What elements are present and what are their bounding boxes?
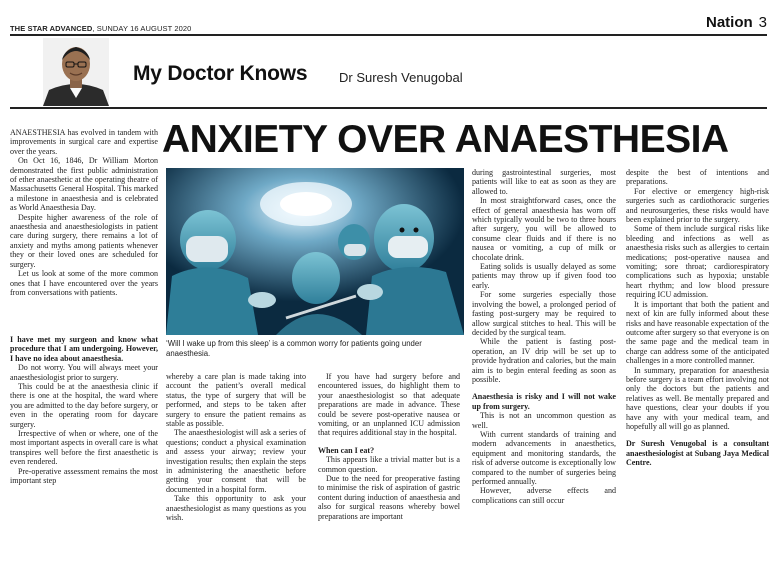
- paragraph: This appears like a trivial matter but is a common question.: [318, 455, 460, 474]
- paragraph: Let us look at some of the more common ones that I have encountered over the years from conversations with patients.: [10, 269, 158, 297]
- paragraph: For elective or emergency high-risk surgeries such as cardiothoracic surgeries and neurosurgeries, these risks would have been explained prior to the surgery.: [626, 186, 769, 225]
- section-label: [706, 14, 767, 31]
- paragraph: Irrespective of when or where, one of the most important aspects in overall care is what transpires well before the first anaesthetic is even rendered.: [10, 429, 158, 467]
- column-title: My Doctor Knows: [133, 62, 308, 85]
- paragraph: ANAESTHESIA has evolved in tandem with improvements in surgical care and expertise over the years.: [10, 128, 158, 156]
- column-2: [166, 372, 306, 523]
- headline: ANXIETY OVER ANAESTHESIA: [162, 118, 729, 161]
- page-number: 3: [758, 14, 767, 31]
- paragraph: In most straightforward cases, once the effect of general anaesthesia has worn off which typically would be two to three hours after surgery, you will be allowed to consume clear fluids and if there is no nausea or vomiting, a cup of milk or chocolate drink.: [472, 196, 616, 262]
- column-3: [318, 372, 460, 521]
- section-name: Nation: [705, 14, 753, 31]
- paragraph: despite the best of intentions and preparations.: [626, 168, 769, 187]
- author-byline: Dr Suresh Venugobal is a consultant anaesthesiologist at Subang Jaya Medical Centre.: [626, 439, 769, 468]
- top-rule: [10, 34, 767, 36]
- paragraph: However, adverse effects and complications can still occur: [472, 486, 616, 505]
- paragraph: Due to the need for preoperative fasting to minimise the risk of aspiration of gastric content during induction of anaesthesia and also for surgical reasons whereby bowel preparations are important: [318, 474, 460, 521]
- subheading: When can I eat?: [318, 445, 375, 455]
- paragraph: Despite higher awareness of the role of anaesthesia and anaesthesiologists in patient care during surgery, there remains a lot of anxiety and myths among patients whenever they or their loved ones are scheduled for surgery.: [10, 212, 158, 269]
- column-5: [626, 168, 769, 468]
- surgeons-photo-icon: [166, 168, 464, 335]
- paragraph: While the patient is fasting post-operation, an IV drip will be set up to provide hydration and calories, but the main aim is to begin enteral feeding as soon as possible.: [472, 337, 616, 384]
- paragraph: Take this opportunity to ask your anaesthesiologist as many questions as you wish.: [166, 494, 306, 523]
- paragraph: This is not an uncommon question as well.: [472, 411, 616, 430]
- paragraph: On Oct 16, 1846, Dr William Morton demonstrated the first public administration of ether anaesthetic at the operating theatre of Massachusetts General Hospital. This marked a milestone in anaesthesia and is celebrated as World Anaesthesia Day.: [10, 156, 158, 213]
- paragraph: Do not worry. You will always meet your anaesthesiologist prior to surgery.: [10, 363, 158, 382]
- column-1-lower: [10, 335, 158, 486]
- paragraph: during gastrointestinal surgeries, most patients will like to eat as soon as they are allowed to.: [472, 168, 616, 196]
- paragraph: For some surgeries especially those involving the bowel, a prolonged period of fasting post-surgery may be required to allow surgical stitches to heal. This will be decided by the surgical team.: [472, 290, 616, 337]
- header-rule: [10, 107, 767, 109]
- subheading: I have met my surgeon and know what procedure that I am undergoing. However, I have no idea about anaesthesia.: [10, 335, 158, 363]
- paper-name: THE STAR ADVANCED: [10, 24, 93, 33]
- issue-date: , SUNDAY 16 AUGUST 2020: [92, 24, 192, 33]
- paragraph: If you have had surgery before and encountered issues, do highlight them to your anaesthesiologist so that adequate preparations are made in advance. These could be severe post-operative nausea or vomiting, or an unplanned ICU admission that requires additional stay in the hospital.: [318, 372, 460, 438]
- paragraph: In summary, preparation for anaesthesia before surgery is a team effort involving not only the doctors but the patients and relatives as well. Be mentally prepared and have questions, clear your doubts if you have any with your medical team, and hopefully all will go as planned.: [626, 365, 769, 431]
- masthead-line: [10, 24, 191, 33]
- paragraph: Pre-operative assessment remains the most important step: [10, 466, 158, 486]
- column-4: [472, 168, 616, 505]
- photo-caption: ‘Will I wake up from this sleep’ is a common worry for patients going under anaesthesia.: [166, 339, 422, 358]
- paragraph: With current standards of training and modern advancements in anaesthetics, equipment and monitoring standards, the risk of adverse outcome is exceptionally low compared to the number of surgeries being performed annually.: [472, 429, 616, 486]
- paragraph: This could be at the anaesthesia clinic if there is one at the hospital, the ward where you are admitted to the day before surgery, or even in the operating room for daycare surgery.: [10, 382, 158, 429]
- column-author: Dr Suresh Venugobal: [339, 70, 463, 85]
- paragraph: It is important that both the patient and next of kin are fully informed about these risks and have reasonable expectation of the outcome after surgery so that everyone is on the same page and the medical team in charge can address some of the anticipated challenges in a more controlled manner.: [626, 299, 769, 366]
- subheading: Anaesthesia is risky and I will not wake up from surgery.: [472, 392, 616, 411]
- paragraph: Eating solids is usually delayed as some patients may throw up if given food too early.: [472, 262, 616, 290]
- paragraph: The anaesthesiologist will ask a series of questions; conduct a physical examination and assess your airway; review your investigation results; then explain the steps in administering the anaesthetic before getting your consent that will be documented in a hospital form.: [166, 428, 306, 494]
- author-portrait-icon: [43, 38, 109, 106]
- column-1: [10, 128, 158, 297]
- paragraph: whereby a care plan is made taking into account the patient’s overall medical status, the type of surgery that will be performed, and steps to be taken after surgery to ensure the patient remains as stable as possible.: [166, 372, 306, 429]
- paragraph: Some of them include surgical risks like bleeding and infections as well as anaesthesia risks such as allergies to certain medications; post-operative nausea and vomiting; sore throat; cardiorespiratory complications such as hypoxia; unstable heart rhythm; and low blood pressure requiring ICU admission.: [626, 224, 769, 300]
